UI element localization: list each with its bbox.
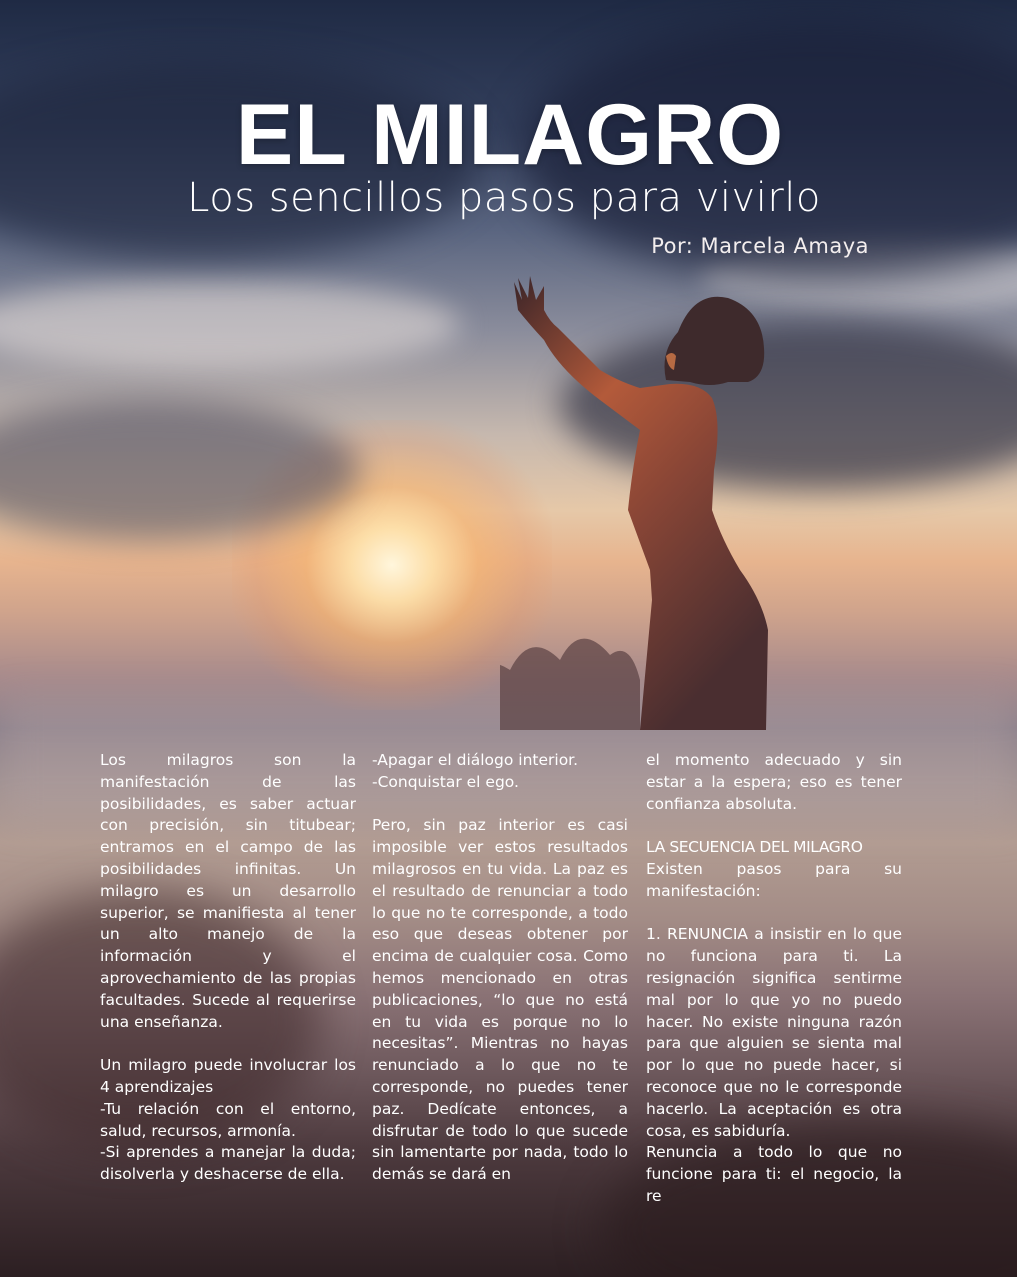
person-silhouette-icon [500, 270, 800, 730]
paragraph: 1. RENUNCIA a insistir en lo que no funciona para ti. La resignación significa sentirme mal por lo que yo no puedo hacer. No existe ninguna razón para que alguien se sienta mal por lo que no puede hacer, si reconoce que no le corresponde hacerlo. La aceptación es otra cosa, es sabiduría. [646, 925, 902, 1140]
paragraph: Pero, sin paz interior es casi imposible ver estos resultados milagrosos en tu vida. La paz es el resultado de renunciar a todo lo que no te corresponde, a todo eso que deseas obtener por encima de cualquier cosa. Como hemos mencionado en otras publicaciones, “lo que no está en tu vida es porque no lo necesitas”. Mientras no hayas renunciado a lo que no te corresponde, no puedes tener paz. Dedícate entonces, a disfrutar de todo lo que sucede sin lamentarte por nada, todo lo demás se dará en [372, 816, 628, 1184]
paragraph: -Apagar el diálogo interior. [372, 751, 579, 769]
paragraph: -Conquistar el ego. [372, 772, 519, 791]
paragraph: Un milagro puede involucrar los 4 aprendizajes [100, 1056, 356, 1096]
article-title: EL MILAGRO [235, 87, 785, 183]
author-byline: Por: Marcela Amaya [651, 234, 869, 258]
paragraph: Los milagros son la manifestación de las posibilidades, es saber actuar con precisión, sin titubear; entramos en el campo de las posibilidades infinitas. Un milagro es un desarrollo superior, se manifiesta al tener un alto manejo de la información y el aprovechamiento de las propias facultades. Sucede al requerirse una enseñanza. [100, 751, 356, 1031]
paragraph: Renuncia a todo lo que no funcione para ti: el negocio, la re [646, 1143, 902, 1205]
paragraph: -Tu relación con el entorno, salud, recursos, armonía. [100, 1099, 356, 1140]
article-column-3 [646, 750, 902, 1208]
paragraph: el momento adecuado y sin estar a la espera; eso es tener confianza absoluta. [646, 751, 902, 813]
article-subtitle: Los sencillos pasos para vivirlo [187, 175, 821, 221]
article-column-2 [372, 750, 628, 1186]
section-heading: LA SECUENCIA DEL MILAGRO [646, 838, 863, 857]
cloud-light [0, 280, 460, 370]
paragraph: Existen pasos para su manifestación: [646, 859, 902, 900]
article-column-1 [100, 750, 356, 1186]
paragraph: -Si aprendes a manejar la duda; disolverla y deshacerse de ella. [100, 1143, 356, 1184]
